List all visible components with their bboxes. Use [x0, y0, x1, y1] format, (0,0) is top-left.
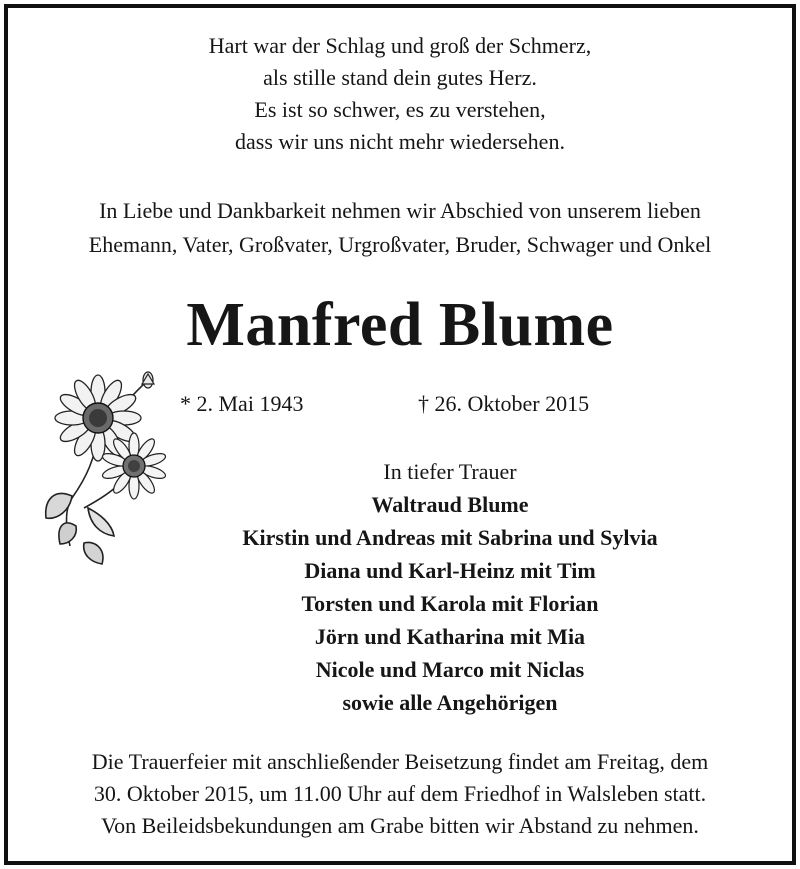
mourner-name: Kirstin und Andreas mit Sabrina und Sylvia: [242, 525, 658, 550]
birth-date: * 2. Mai 1943: [180, 391, 304, 416]
mourners-heading: In tiefer Trauer: [383, 459, 517, 484]
poem-line: Es ist so schwer, es zu verstehen,: [254, 97, 546, 122]
poem-line: als stille stand dein gutes Herz.: [263, 65, 537, 90]
funeral-line: Die Trauerfeier mit anschließender Beisetzung findet am Freitag, dem: [91, 749, 709, 774]
poem: [8, 30, 792, 158]
mourner-name: Nicole und Marco mit Niclas: [315, 657, 585, 682]
mourner-name: Waltraud Blume: [371, 492, 529, 517]
deceased-name: Manfred Blume: [186, 291, 614, 359]
poem-line: dass wir uns nicht mehr wiedersehen.: [235, 129, 565, 154]
mourner-name: Jörn und Katharina mit Mia: [314, 624, 586, 649]
mourner-name: sowie alle Angehörigen: [342, 690, 558, 715]
funeral-info: [8, 746, 792, 842]
death-date: † 26. Oktober 2015: [418, 391, 590, 416]
funeral-line: 30. Oktober 2015, um 11.00 Uhr auf dem Friedhof in Walsleben statt.: [93, 781, 707, 806]
intro-line: In Liebe und Dankbarkeit nehmen wir Abschied von unserem lieben: [99, 198, 701, 223]
intro-line: Ehemann, Vater, Großvater, Urgroßvater, Bruder, Schwager und Onkel: [88, 232, 712, 257]
mourner-name: Diana und Karl-Heinz mit Tim: [304, 558, 596, 583]
mourner-name: Torsten und Karola mit Florian: [301, 591, 599, 616]
funeral-line: Von Beileidsbekundungen am Grabe bitten wir Abstand zu nehmen.: [101, 813, 699, 838]
mourners: [108, 455, 792, 719]
poem-line: Hart war der Schlag und groß der Schmerz,: [208, 33, 592, 58]
obituary-notice: [4, 4, 796, 865]
farewell-intro: [8, 194, 792, 262]
